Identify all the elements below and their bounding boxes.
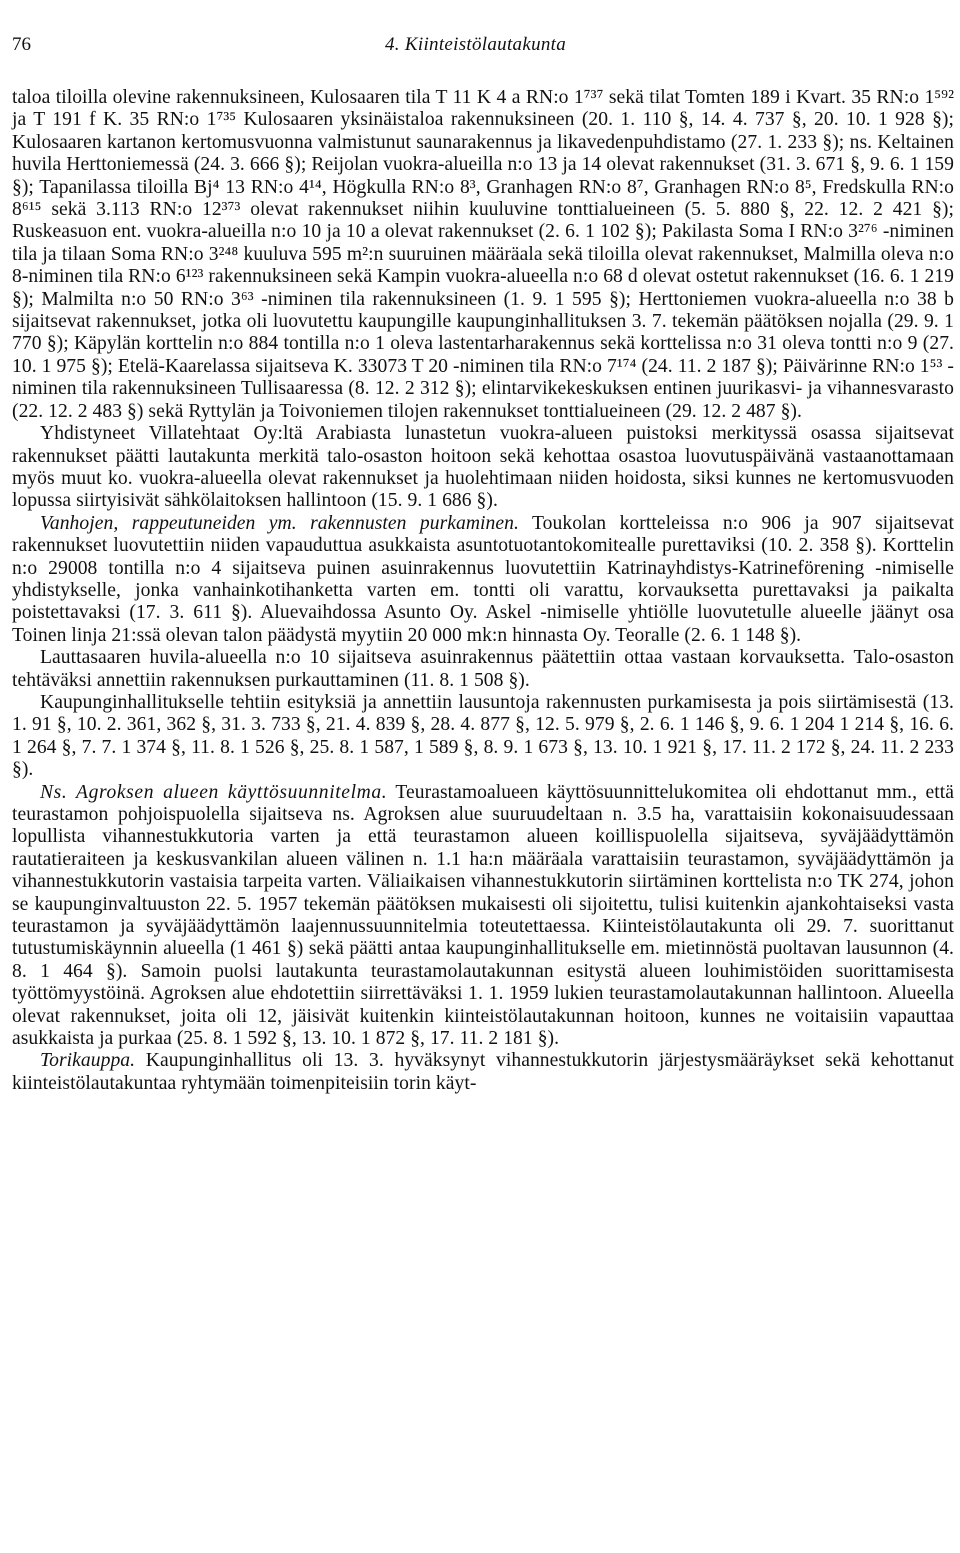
body-text [12,87,954,1095]
paragraph-text: Kaupunginhallitukselle tehtiin esityksiä ja annettiin lausuntoja rakennusten purkamisesta ja pois siirtämisestä (13. 1. 91 §, 10. 2. 361, 362 §, 31. 3. 733 §, 21. 4. 839 §, 28. 4. 877 §, 12. 5. 979 §, 2. 6. 1 146 §, 9. 6. 1 204 1 214 §, 16. 6. 1 264 §, 7. 7. 1 374 §, 11. 8. 1 526 §, 25. 8. 1 587, 1 589 §, 8. 9. 1 673 §, 13. 10. 1 921 §, 17. 11. 2 172 §, 24. 11. 2 233 §). [12,691,954,781]
paragraph-text: Lauttasaaren huvila-alueella n:o 10 sijaitseva asuinrakennus päätettiin ottaa vastaan korvauksetta. Talo-osaston tehtäväksi annettiin rakennuksen purkauttaminen (11. 8. 1 508 §). [12,647,954,691]
page-number: 76 [12,34,31,55]
paragraph-market-trade [12,1050,954,1095]
paragraph-city-board-statements [12,692,954,782]
paragraph-text: Kaupunginhallitus oli 13. 3. hyväksynyt vihannestukkutorin järjestysmääräykset sekä kehottanut kiinteistölautakuntaa ryhtymään toimenpiteisiin torin käyt- [12,1050,954,1094]
section-heading-market: Torikauppa. [40,1050,136,1072]
paragraph-agros-area [12,782,954,1051]
paragraph-demolition [12,513,954,647]
paragraph-transferred-properties [12,87,954,423]
running-title: 4. Kiinteistölautakunta [385,34,567,55]
paragraph-text: Teurastamoalueen käyttösuunnittelukomitea oli ehdottanut mm., että teurastamon pohjoispuolella sijaitseva ns. Agroksen alue suuruudeltaan n. 3.5 ha, varattaisiin kokonaisuudessaan lopullista vihannestukkutoria varten ja että teurastamon alueen koillispuolella sijaitseva, syväjäädyttämön rautatieraiteen ja keskusvankilan alueen välinen n. 1.1 ha:n määräala varattaisiin teurastamon, syväjäädyttämön ja vihannestukkutorin vastaisia tarpeita varten. Väliaikaisen vihannestukkutorin siirtäminen korttelista n:o TK 274, johon se kaupunginvaltuuston 22. 5. 1957 tekemän päätöksen mukaisesti oli sijoitettu, tulisi kuitenkin ajankohtaiseksi vasta teurastamon ja syväjäädyttämön laajennussuunnitelmia toteutettaessa. Kiinteistölautakunta oli 29. 7. suorittanut tutustumiskäynnin alueella (1 461 §) sekä päätti antaa kaupunginhallitukselle em. mietinnöstä puoltavan lausunnon (4. 8. 1 464 §). Samoin puolsi lautakunta teurastamolautakunnan esitystä alueen louhimistöiden suorittamisesta työttömyystöinä. Agroksen alue ehdotettiin siirrettäväksi 1. 1. 1959 lukien teurastamolautakunnan hallintoon. Alueella olevat rakennukset, joita oli 12, jäisivät kuitenkin kiinteistölautakunnan hoitoon, kunnes ne voitaisiin vapauttaa asukkaista ja purkaa (25. 8. 1 592 §, 13. 10. 1 872 §, 17. 11. 2 181 §). [12,781,954,1050]
paragraph-lauttasaari [12,647,954,692]
page-header [12,24,952,64]
paragraph-text: taloa tiloilla olevine rakennuksineen, Kulosaaren tila T 11 K 4 a RN:o 1⁷³⁷ sekä tilat Tomten 189 i Kvart. 35 RN:o 1⁵⁹² ja T 191 f K. 35 RN:o 1⁷³⁵ Kulosaaren yksinäistaloa rakennuksineen (20. 1. 110 §, 14. 4. 737 §, 20. 10. 1 928 §); Kulosaaren kartanon kertomusvuonna valmistunut saunarakennus ja likavedenpuhdistamo (27. 1. 233 §); ns. Keltainen huvila Herttoniemessä (24. 3. 666 §); Reijolan vuokra-alueilla n:o 13 ja 14 olevat rakennukset (31. 3. 671 §, 9. 6. 1 159 §); Tapanilassa tiloilla Bj⁴ 13 RN:o 4¹⁴, Högkulla RN:o 8³, Granhagen RN:o 8⁷, Granhagen RN:o 8⁵, Fredskulla RN:o 8⁶¹⁵ sekä 3.113 RN:o 12³⁷³ olevat rakennukset niihin kuuluvine tonttialueineen (5. 5. 880 §, 22. 12. 2 421 §); Ruskeasuon ent. vuokra-alueilla n:o 10 ja 10 a olevat rakennukset (2. 6. 1 102 §); Pakilasta Soma I RN:o 3²⁷⁶ -niminen tila ja tilaan Soma RN:o 3²⁴⁸ kuuluva 595 m²:n suuruinen määräala sekä tiloilla olevat rakennukset, Malmilla oleva n:o 8-niminen tila RN:o 6¹²³ rakennuksineen sekä Kampin vuokra-alueella n:o 68 d olevat ostetut rakennukset (16. 6. 1 219 §); Malmilta n:o 50 RN:o 3⁶³ -niminen tila rakennuksineen (1. 9. 1 595 §); Herttoniemen vuokra-alueella n:o 38 b sijaitsevat rakennukset, jotka oli luovutettu kaupungille kaupunginhallituksen 3. 7. tekemän päätöksen nojalla (29. 9. 1 770 §); Käpylän korttelin n:o 884 tontilla n:o 1 oleva lastentarharakennus sekä korttelissa n:o 31 oleva tontti n:o 9 (27. 10. 1 975 §); Etelä-Kaarelassa sijaitseva K. 33073 T 20 -niminen tila RN:o 7¹⁷⁴ (24. 11. 2 187 §); Päivärinne RN:o 1⁵³ -niminen tila rakennuksineen Tullisaaressa (8. 12. 2 312 §); elintarvikekeskuksen entinen juurikasvi- ja vihannesvarasto (22. 12. 2 483 §) sekä Ryttylän ja Toivoniemen tilojen rakennukset tonttialueineen (29. 12. 2 487 §). [12,87,954,422]
paragraph-villatehtaat [12,423,954,513]
section-heading-demolition: Vanhojen, rappeutuneiden ym. rakennusten purkaminen. [40,512,519,534]
paragraph-text: Toukolan kortteleissa n:o 906 ja 907 sijaitsevat rakennukset luovutettiin niiden vapauduttua asukkaista asuntotuotantokomitealle purettaviksi (10. 2. 358 §). Korttelin n:o 29008 tontilla n:o 4 sijaitseva puinen asuinrakennus luovutettiin Katrinayhdistys-Katrineförening -nimiselle yhdistykselle, jonka vanhainkotihanketta varten em. tontti oli varattu, korvauksetta purettavaksi ja paikalta poistettavaksi (17. 3. 611 §). Aluevaihdossa Asunto Oy. Askel -nimiselle yhtiölle luovutetulle alueelle jäänyt osa Toinen linja 21:ssä olevan talon päädystä myytiin 20 000 mk:n hinnasta Oy. Teoralle (2. 6. 1 148 §). [12,512,954,646]
paragraph-text: Yhdistyneet Villatehtaat Oy:ltä Arabiasta lunastetun vuokra-alueen puistoksi merkityssä osassa sijaitsevat rakennukset päätti lautakunta merkitä talo-osaston hoitoon sekä kehottaa osastoa luovutuspäivänä vastaanottamaan myös muut ko. vuokra-alueella olevat rakennukset ja huolehtimaan niiden hoidosta, siksi kunnes ne kertomusvuoden lopussa siirtyisivät sähkölaitoksen hallintoon (15. 9. 1 686 §). [12,423,954,512]
section-heading-agros: Ns. Agroksen alueen käyttösuunnitelma. [40,781,388,803]
